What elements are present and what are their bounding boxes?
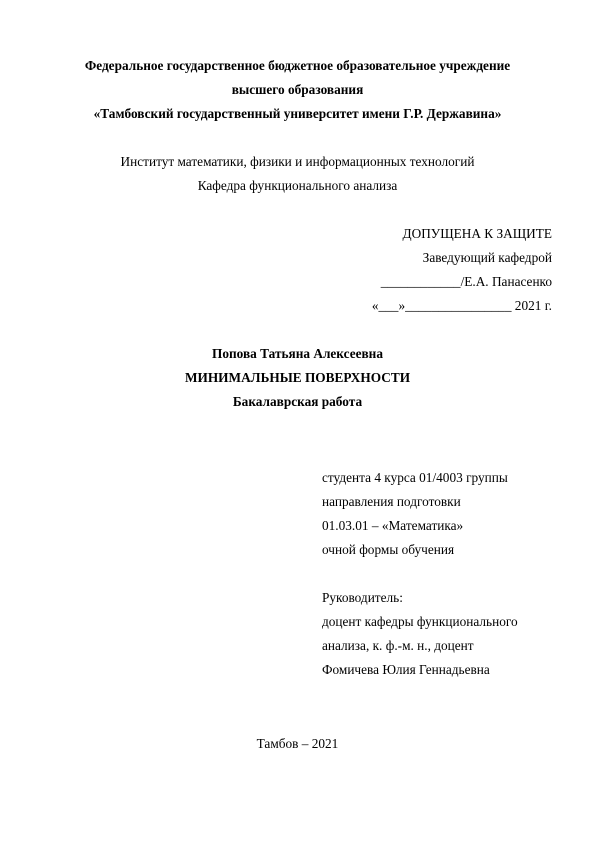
city-year: Тамбов – 2021	[256, 736, 339, 751]
student-info-line-1: студента 4 курса 01/4003 группы	[322, 470, 508, 485]
supervisor-line-1: доцент кафедры функционального	[322, 614, 518, 629]
supervisor-label: Руководитель:	[322, 590, 403, 605]
department-name: Кафедра функционального анализа	[197, 178, 398, 193]
work-title: МИНИМАЛЬНЫЕ ПОВЕРХНОСТИ	[184, 370, 411, 385]
org-line-1: Федеральное государственное бюджетное образовательное учреждение	[84, 58, 511, 73]
approval-date: «___»________________ 2021 г.	[371, 298, 552, 313]
approval-title: ДОПУЩЕНА К ЗАЩИТЕ	[402, 226, 552, 241]
student-info-line-3: 01.03.01 – «Математика»	[322, 518, 464, 533]
supervisor-name: Фомичева Юлия Геннадьевна	[322, 662, 490, 677]
supervisor-line-2: анализа, к. ф.-м. н., доцент	[322, 638, 474, 653]
institute-name: Институт математики, физики и информационных технологий	[120, 154, 475, 169]
work-type: Бакалаврская работа	[232, 394, 363, 409]
student-info-line-4: очной формы обучения	[322, 542, 455, 557]
approval-signature: ____________/Е.А. Панасенко	[380, 274, 552, 289]
university-name: «Тамбовский государственный университет имени Г.Р. Державина»	[93, 106, 502, 121]
author-name: Попова Татьяна Алексеевна	[211, 346, 383, 361]
student-info-line-2: направления подготовки	[322, 494, 461, 509]
org-line-2: высшего образования	[231, 82, 364, 97]
approval-role: Заведующий кафедрой	[422, 250, 552, 265]
